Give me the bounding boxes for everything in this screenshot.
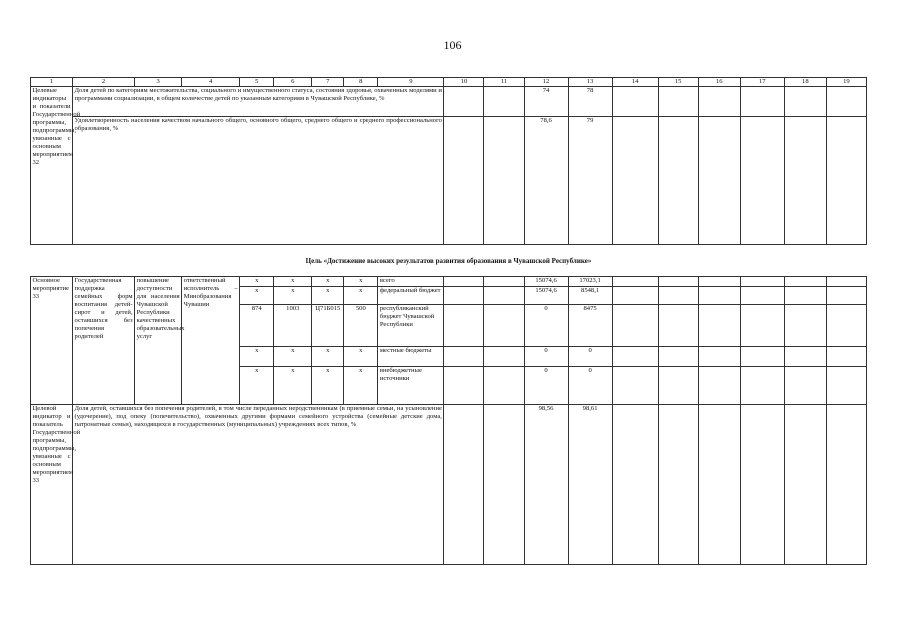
- indicator-label: Целевые индикаторы и показатели Государственной программы, подпрограммы, увязанные с основным мероприятием 32: [31, 87, 73, 245]
- code-cell: x: [344, 277, 378, 287]
- code-cell: x: [240, 367, 274, 405]
- value-cell: 74: [524, 87, 568, 117]
- col-num: 7: [312, 78, 344, 87]
- indicator-text: Удовлетворенность населения качеством начального общего, основного общего, среднего общего и среднего профессионального образования, %: [73, 117, 444, 245]
- code-cell: x: [312, 277, 344, 287]
- code-cell: x: [274, 367, 312, 405]
- goal-heading: Цель «Достижение высоких результатов развития образования в Чувашской Республике»: [305, 257, 592, 265]
- indicator-text: Доля детей, оставшихся без попечения родителей, в том числе переданных неродственникам (в приемные семьи, на усыновление (удочерение), под опеку (попечительство), охваченных другими формами семейного устройства (семейные детские дома, патронатные семьи), находящихся в государственных (муниципальных) учреждениях всех типов, %: [73, 405, 444, 565]
- funding-source: местные бюджеты: [378, 347, 444, 367]
- col-num: 8: [344, 78, 378, 87]
- col-num: 2: [73, 78, 135, 87]
- col-num: 6: [274, 78, 312, 87]
- code-cell: x: [344, 347, 378, 367]
- col-num: 13: [568, 78, 612, 87]
- code-cell: Ц71Б015: [312, 305, 344, 347]
- value-cell: 17023,1: [568, 277, 612, 287]
- code-cell: x: [274, 347, 312, 367]
- value-cell: 15074,6: [524, 287, 568, 305]
- funding-source: всего: [378, 277, 444, 287]
- code-cell: 1003: [274, 305, 312, 347]
- code-cell: x: [274, 287, 312, 305]
- code-cell: x: [240, 287, 274, 305]
- col-num: 16: [698, 78, 740, 87]
- indicators-table-32: [30, 77, 867, 245]
- col-num: 10: [444, 78, 484, 87]
- indicator-text: Доля детей по категориям местожительства, социального и имущественного статуса, состояния здоровья, охваченных моделями и программами социализации, в общем количестве детей по указанным категориям в Чувашской Республике, %: [73, 87, 444, 117]
- code-cell: 500: [344, 305, 378, 347]
- value-cell: 0: [568, 347, 612, 367]
- value-cell: 0: [524, 367, 568, 405]
- table-row: [31, 117, 867, 245]
- col-num: 18: [784, 78, 826, 87]
- col-num: 12: [524, 78, 568, 87]
- indicator-label: Целевой индикатор и показатель Государственной программы, подпрограммы, увязанные с основным мероприятием 33: [31, 405, 73, 565]
- activity-label: Основное мероприятие 33: [31, 277, 73, 405]
- col-num: 15: [658, 78, 698, 87]
- code-cell: x: [344, 367, 378, 405]
- col-num: 5: [240, 78, 274, 87]
- col-num: 4: [182, 78, 240, 87]
- code-cell: x: [312, 347, 344, 367]
- code-cell: x: [240, 347, 274, 367]
- value-cell: 0: [524, 347, 568, 367]
- code-cell: x: [312, 367, 344, 405]
- value-cell: 98,56: [524, 405, 568, 565]
- page-number: 106: [443, 38, 462, 52]
- col-num: 14: [612, 78, 658, 87]
- code-cell: x: [274, 277, 312, 287]
- value-cell: 0: [568, 367, 612, 405]
- funding-source: республиканский бюджет Чувашской Республики: [378, 305, 444, 347]
- code-cell: x: [312, 287, 344, 305]
- activity-table-33: [30, 276, 867, 565]
- value-cell: 78: [568, 87, 612, 117]
- funding-source: федеральный бюджет: [378, 287, 444, 305]
- value-cell: 78,6: [524, 117, 568, 245]
- code-cell: 874: [240, 305, 274, 347]
- table-row: [31, 405, 867, 565]
- col-num: 3: [135, 78, 182, 87]
- table-row: [31, 277, 867, 287]
- column-number-row: [31, 78, 867, 87]
- funding-source: внебюджетные источники: [378, 367, 444, 405]
- value-cell: 98,61: [568, 405, 612, 565]
- table-row: [31, 87, 867, 117]
- value-cell: 8475: [568, 305, 612, 347]
- value-cell: 15074,6: [524, 277, 568, 287]
- activity-name: Государственная поддержка семейных форм воспитания детей-сирот и детей, оставшихся без попечения родителей: [73, 277, 135, 405]
- value-cell: 79: [568, 117, 612, 245]
- col-num: 11: [484, 78, 524, 87]
- col-num: 17: [740, 78, 784, 87]
- col-num: 19: [826, 78, 866, 87]
- code-cell: x: [240, 277, 274, 287]
- activity-goal: повышение доступности для населения Чувашской Республики качественных образовательных услуг: [135, 277, 182, 405]
- value-cell: 8548,1: [568, 287, 612, 305]
- activity-executor: ответственный исполнитель – Минобразования Чувашии: [182, 277, 240, 405]
- code-cell: x: [344, 287, 378, 305]
- value-cell: 0: [524, 305, 568, 347]
- col-num: 1: [31, 78, 73, 87]
- col-num: 9: [378, 78, 444, 87]
